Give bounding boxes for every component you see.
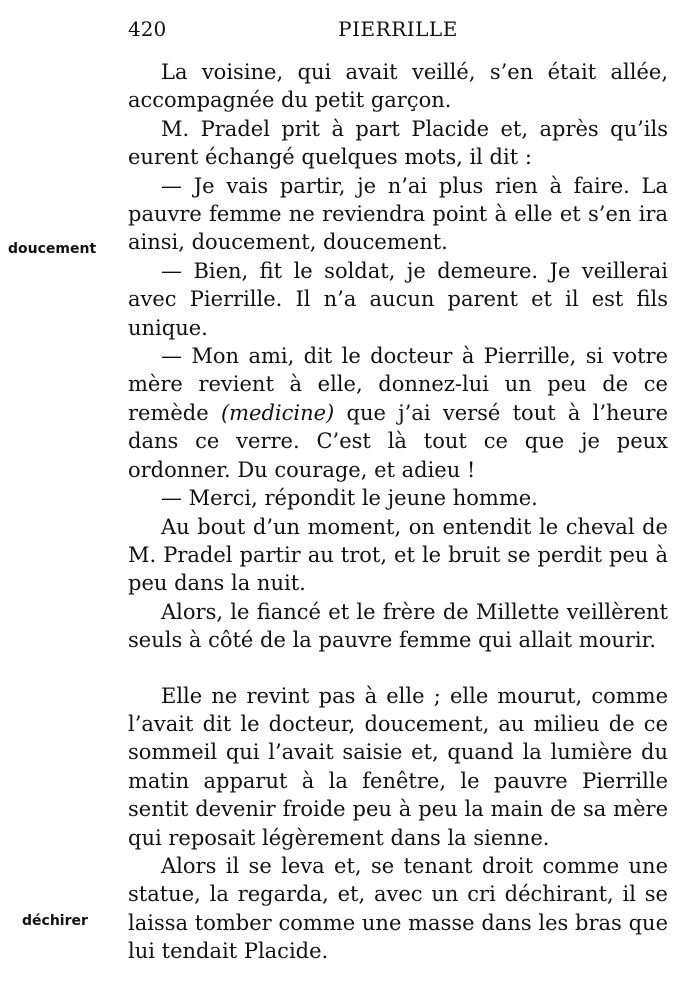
page-header — [128, 16, 668, 42]
paragraph-segment: que j’ai versé tout à l’heure dans ce verre. C’est là tout ce que je peux ordonner. Du courage, et adieu ! — [128, 400, 669, 482]
paragraph — [128, 342, 668, 484]
page-number: 420 — [128, 17, 167, 41]
paragraph: — Bien, fit le soldat, je demeure. Je veillerai avec Pierrille. Il n’a aucun parent et il est fils unique. — [128, 258, 668, 340]
paragraph: Alors, le fiancé et le frère de Millette veillèrent seuls à côté de la pauvre femme qui allait mourir. — [128, 599, 668, 653]
paragraph: Au bout d’un moment, on entendit le cheval de M. Pradel partir au trot, et le bruit se perdit peu à peu dans la nuit. — [128, 514, 668, 596]
paragraph-segment: — Mon ami, dit le docteur à Pierrille, si votre mère revient à elle, donnez-lui un peu de ce remède — [128, 344, 668, 425]
gloss-medicine: (medicine) — [220, 400, 335, 425]
margin-note-dechirer: déchirer — [22, 913, 88, 929]
paragraph: Elle ne revint pas à elle ; elle mourut, comme l’avait dit le docteur, doucement, au milieu de ce sommeil qui l’avait saisie et, quand la lumière du matin apparut à la fenêtre, le pauvre Pierrille sentit devenir froide peu à peu la main de sa mère qui reposait légèrement dans la sienne. — [128, 683, 668, 850]
paragraph: Alors il se leva et, se tenant droit comme une statue, la regarda, et, avec un cri déchirant, il se laissa tomber comme une masse dans les bras que lui tendait Placide. — [128, 853, 668, 964]
body-text — [128, 58, 668, 966]
running-title: PIERRILLE — [338, 17, 458, 41]
paragraph: M. Pradel prit à part Placide et, après qu’ils eurent échangé quelques mots, il dit : — [128, 116, 668, 170]
paragraph: — Merci, répondit le jeune homme. — [161, 486, 538, 511]
paragraph: — Je vais partir, je n’ai plus rien à faire. La pauvre femme ne reviendra point à elle et s’en ira ainsi, doucement, doucement. — [128, 173, 668, 255]
paragraph: La voisine, qui avait veillé, s’en était allée, accompagnée du petit garçon. — [128, 60, 668, 113]
margin-note-doucement: doucement — [8, 241, 97, 257]
